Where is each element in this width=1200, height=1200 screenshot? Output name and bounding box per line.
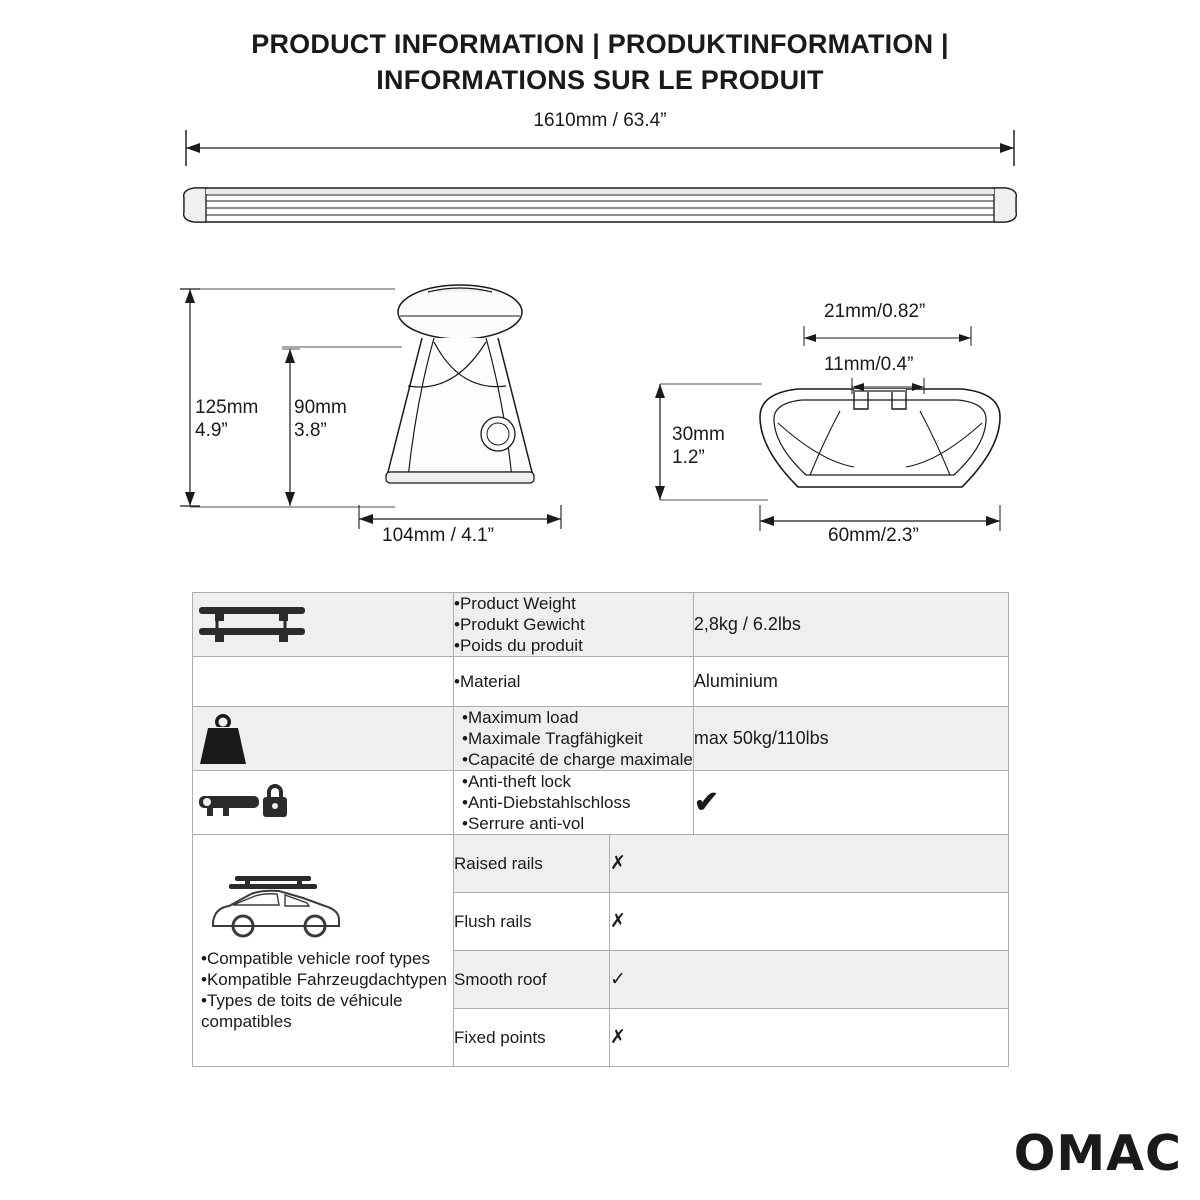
lock-key-icon (193, 778, 453, 828)
roof-type-mark: ✗ (610, 893, 1009, 951)
foot-inner-height-label (294, 396, 347, 442)
material-labels (454, 657, 694, 707)
table-row (454, 893, 1008, 951)
roof-bar-side-view (176, 168, 1024, 248)
table-row (193, 835, 1009, 1067)
roof-type-name: Raised rails (454, 835, 610, 893)
table-row (193, 707, 1009, 771)
spec-label: •Maximum load (462, 708, 579, 727)
roof-type-label: •Kompatible Fahrzeugdachtypen (201, 969, 447, 989)
foot-outer-height-mm: 125mm (195, 397, 259, 418)
roof-type-mark: ✓ (610, 951, 1009, 1009)
roof-type-subtable-cell (454, 835, 1009, 1067)
table-row (193, 657, 1009, 707)
weight-icon-cell (193, 707, 454, 771)
bar-height-in: 1.2” (672, 447, 705, 468)
foot-inner-extension-line (282, 345, 402, 349)
product-weight-value: 2,8kg / 6.2lbs (693, 593, 1008, 657)
table-row (193, 771, 1009, 835)
max-load-labels (454, 707, 694, 771)
page-title-line-2: INFORMATIONS SUR LE PRODUIT (376, 65, 824, 95)
check-icon: ✔ (693, 785, 719, 819)
spec-label: •Maximale Tragfähigkeit (462, 729, 643, 748)
roof-type-mark: ✗ (610, 1027, 626, 1048)
table-row (193, 593, 1009, 657)
foot-inner-height-in: 3.8” (294, 420, 327, 441)
roof-type-name: Fixed points (454, 1009, 610, 1067)
spec-label: •Material (454, 672, 521, 691)
car-with-rack-icon (199, 870, 447, 940)
material-value: Aluminium (693, 657, 1008, 707)
roof-type-name: Smooth roof (454, 951, 610, 1009)
table-row (454, 835, 1008, 893)
roof-type-name: Flush rails (454, 893, 610, 951)
spec-label: •Poids du produit (454, 636, 583, 655)
product-weight-labels (454, 593, 694, 657)
spec-label: •Product Weight (454, 594, 576, 613)
roof-type-label: •Types de toits de véhicule (201, 990, 403, 1010)
anti-theft-labels (454, 771, 694, 835)
lock-key-icon-cell (193, 771, 454, 835)
slot-outer-width-dimension (800, 326, 975, 348)
roof-type-table (454, 835, 1008, 1066)
roof-type-label: compatibles (201, 1011, 292, 1031)
bar-height-mm: 30mm (672, 424, 725, 445)
slot-outer-width-label: 21mm/0.82” (824, 301, 926, 322)
page-title (0, 26, 1200, 98)
roof-bars-icon-cell (193, 593, 454, 657)
roof-type-label: •Compatible vehicle roof types (201, 948, 430, 968)
roof-types-icon-cell (193, 835, 454, 1067)
spec-label: •Capacité de charge maximale (462, 750, 693, 769)
spec-label: •Anti-Diebstahlschloss (462, 793, 631, 812)
foot-width-label: 104mm / 4.1” (382, 525, 494, 546)
max-load-value: max 50kg/110lbs (693, 707, 1008, 771)
foot-inner-height-mm: 90mm (294, 397, 347, 418)
spec-label: •Produkt Gewicht (454, 615, 585, 634)
slot-inner-width-label: 11mm/0.4” (824, 354, 914, 375)
page-title-line-1: PRODUCT INFORMATION | PRODUKTINFORMATION | (251, 29, 949, 59)
bar-height-label (672, 423, 725, 469)
bar-cross-section-view (750, 375, 1010, 515)
roof-bars-icon (193, 599, 453, 651)
foot-outer-height-in: 4.9” (195, 420, 228, 441)
specification-table (192, 592, 1009, 1067)
spec-label: •Serrure anti-vol (462, 814, 585, 833)
length-dimension-drawing (180, 128, 1020, 168)
brand-logo: OMAC (1013, 1125, 1182, 1182)
material-icon-cell (193, 657, 454, 707)
anti-theft-value (693, 771, 1008, 835)
weight-icon (193, 710, 453, 768)
foot-outer-height-label (195, 396, 258, 442)
table-row (454, 1009, 1008, 1067)
table-row (454, 951, 1008, 1009)
spec-label: •Anti-theft lock (462, 772, 571, 791)
length-dimension-label: 1610mm / 63.4” (533, 110, 667, 131)
slot-inner-width-dimension (848, 378, 928, 396)
bar-width-label: 60mm/2.3” (828, 525, 919, 546)
roof-type-mark: ✗ (610, 835, 1009, 893)
